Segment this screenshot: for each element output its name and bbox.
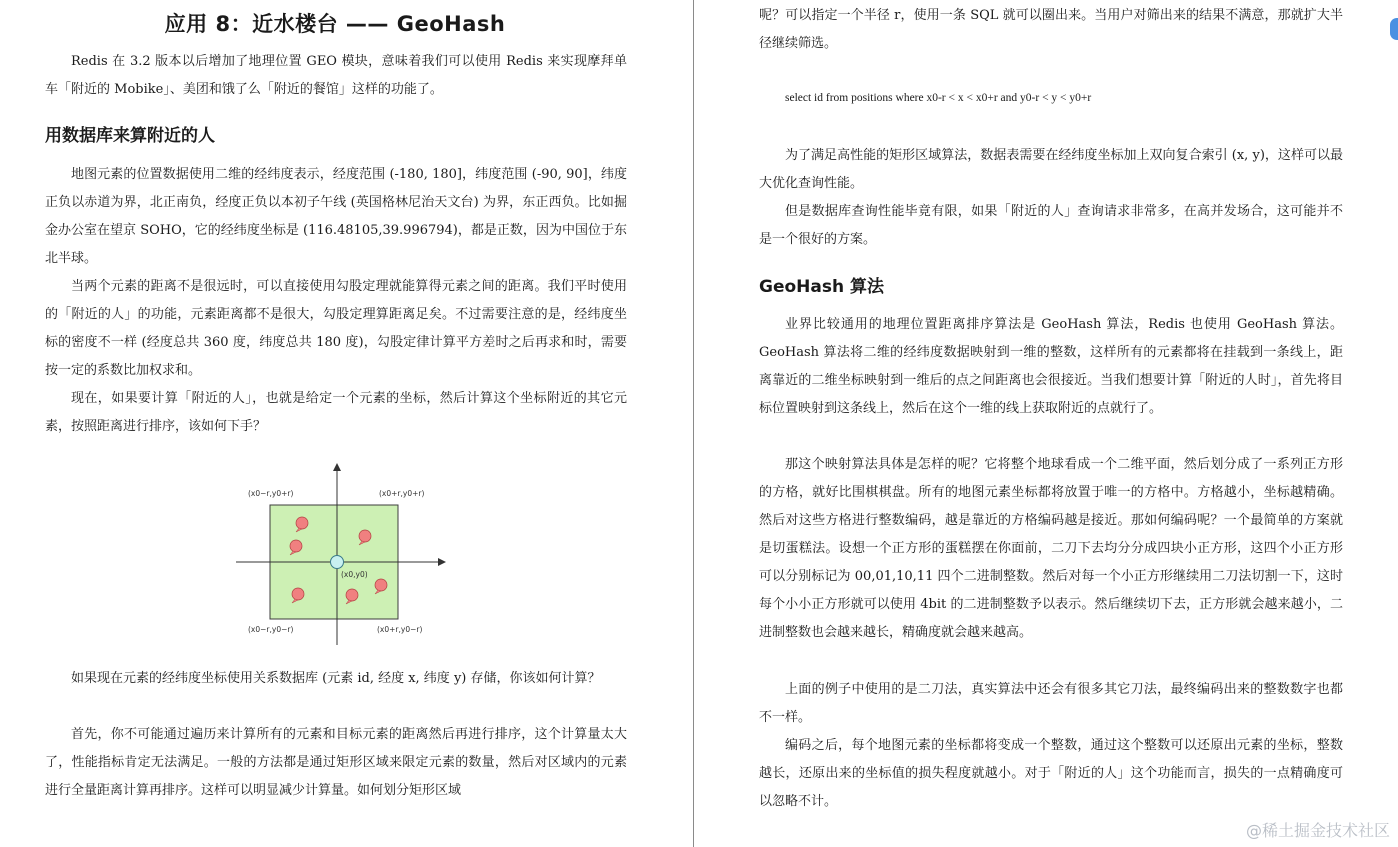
- paragraph-coordinates: 地图元素的位置数据使用二维的经纬度表示，经度范围 (-180, 180]，纬度范围 (-90, 90]，纬度正负以赤道为界，北正南负，经度正负以本初子午线 (英国格林尼治天文台) 为界，东正西负。比如掘金办公室在望京 SOHO，它的经纬度坐标是 (116.48105,39.996794)，都是正数，因为中国位于东北半球。: [45, 167, 627, 266]
- side-panel-tab-icon[interactable]: [1390, 18, 1398, 40]
- label-bottom-left: (x0−r,y0−r): [248, 625, 294, 634]
- page-divider: [693, 0, 694, 847]
- left-page: [0, 0, 693, 847]
- page-title: 应用 8：近水楼台 —— GeoHash: [164, 12, 506, 36]
- label-bottom-right: (x0+r,y0−r): [377, 625, 423, 634]
- x-axis-arrow: [438, 558, 446, 566]
- paragraph-radius-sql: 呢？可以指定一个半径 r，使用一条 SQL 就可以圈出来。当用户对筛出来的结果不满意，那就扩大半径继续筛选。: [759, 8, 1343, 51]
- paragraph-db-limits: 但是数据库查询性能毕竟有限，如果「附近的人」查询请求非常多，在高并发场合，这可能并不是一个很好的方案。: [759, 204, 1343, 247]
- section-heading-database: 用数据库来算附近的人: [45, 126, 215, 146]
- right-page: [697, 0, 1398, 847]
- paragraph-mapping-algorithm: 那这个映射算法具体是怎样的呢？它将整个地球看成一个二维平面，然后划分成了一系列正方形的方格，就好比围棋棋盘。所有的地图元素坐标都将放置于唯一的方格中。方格越小，坐标越精确。然后对这些方格进行整数编码，越是靠近的方格编码越是接近。那如何编码呢？一个最简单的方案就是切蛋糕法。设想一个正方形的蛋糕摆在你面前，二刀下去均分分成四块小正方形，这四个小正方形可以分别标记为 00,01,10,11 四个二进制整数。然后对每一个小正方形继续用二刀法切割一下，这时每个小小正方形就可以使用 4bit 的二进制整数予以表示。然后继续切下去，正方形就会越来越小，二进制整数也会越来越长，精确度就会越来越高。: [759, 457, 1343, 640]
- label-center: (x0,y0): [341, 570, 368, 579]
- rectangle-region-diagram: [228, 455, 458, 655]
- paragraph-geohash-intro: 业界比较通用的地理位置距离排序算法是 GeoHash 算法，Redis 也使用 GeoHash 算法。GeoHash 算法将二维的经纬度数据映射到一维的整数，这样所有的元素都将在挂载到一条线上，距离靠近的二维坐标映射到一维后的点之间距离也会很接近。当我们想要计算「附近的人时」，首先将目标位置映射到这条线上，然后在这个一维的线上获取附近的点就行了。: [759, 317, 1343, 416]
- center-point: [331, 556, 344, 569]
- label-top-right: (x0+r,y0+r): [379, 489, 425, 498]
- paragraph-encoding-precision: 编码之后，每个地图元素的坐标都将变成一个整数，通过这个整数可以还原出元素的坐标，整数越长，还原出来的坐标值的损失程度就越小。对于「附近的人」这个功能而言，损失的一点精确度可以忽略不计。: [759, 738, 1343, 809]
- paragraph-relational-db: 如果现在元素的经纬度坐标使用关系数据库 (元素 id, 经度 x, 纬度 y) 存储，你该如何计算？: [71, 671, 601, 686]
- paragraph-cutting-methods: 上面的例子中使用的是二刀法，真实算法中还会有很多其它刀法，最终编码出来的整数数字也都不一样。: [759, 682, 1343, 725]
- paragraph-pythagoras: 当两个元素的距离不是很远时，可以直接使用勾股定理就能算得元素之间的距离。我们平时使用的「附近的人」的功能，元素距离都不是很大，勾股定理算距离足矣。不过需要注意的是，经纬度坐标的密度不一样 (经度总共 360 度，纬度总共 180 度)，勾股定律计算平方差时之后再求和时，需要按一定的系数比加权求和。: [45, 279, 627, 378]
- paragraph-question: 现在，如果要计算「附近的人」，也就是给定一个元素的坐标，然后计算这个坐标附近的其它元素，按照距离进行排序，该如何下手？: [45, 391, 627, 434]
- y-axis-arrow: [333, 463, 341, 471]
- sql-query: select id from positions where x0-r < x < x0+r and y0-r < y < y0+r: [785, 92, 1092, 104]
- paragraph-composite-index: 为了满足高性能的矩形区域算法，数据表需要在经纬度坐标加上双向复合索引 (x, y)，这样可以最大优化查询性能。: [759, 148, 1343, 191]
- section-heading-geohash: GeoHash 算法: [759, 277, 885, 297]
- label-top-left: (x0−r,y0+r): [248, 489, 294, 498]
- watermark: @稀土掘金技术社区: [1245, 821, 1390, 840]
- intro-paragraph: Redis 在 3.2 版本以后增加了地理位置 GEO 模块，意味着我们可以使用 Redis 来实现摩拜单车「附近的 Mobike」、美团和饿了么「附近的餐馆」这样的功能了。: [45, 54, 627, 97]
- paragraph-rectangle-method: 首先，你不可能通过遍历来计算所有的元素和目标元素的距离然后再进行排序，这个计算量太大了，性能指标肯定无法满足。一般的方法都是通过矩形区域来限定元素的数量，然后对区域内的元素进行全量距离计算再排序。这样可以明显减少计算量。如何划分矩形区域: [45, 727, 627, 798]
